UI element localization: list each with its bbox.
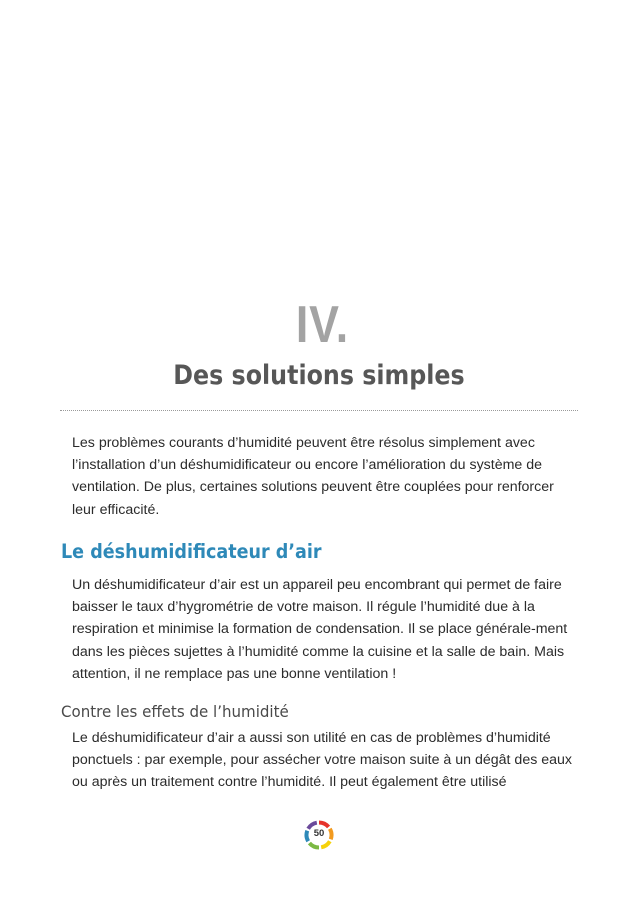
subsection-heading-effects: Contre les effets de l’humidité [61, 702, 289, 721]
page-number: 50 [313, 828, 325, 839]
dotted-divider [60, 410, 578, 411]
section-heading-dehumidifier: Le déshumidificateur d’air [61, 540, 322, 563]
page-number-badge [304, 820, 334, 850]
intro-paragraph: Les problèmes courants d’humidité peuvent être résolus simplement avec l’installation d’un déshumidificateur ou encore l’amélioration du système de ventilation. De plus, certaines solutions peuvent être couplées pour renforcer leur efficacité. [72, 435, 554, 518]
effects-paragraph: Le déshumidificateur d’air a aussi son utilité en cas de problèmes d’humidité ponctuels : par exemple, pour assécher votre maison suite à un dégât des eaux ou après un traitement contre l’humidité. Il peut également être utilisé [72, 730, 573, 791]
chapter-title: Des solutions simples [173, 360, 465, 391]
chapter-number: IV. [295, 296, 350, 354]
dehumidifier-paragraph: Un déshumidificateur d’air est un appareil peu encombrant qui permet de faire baisser le taux d’hygrométrie de votre maison. Il régule l’humidité due à la respiration et minimise la formation de condensation. Il se place générale-ment dans les pièces sujettes à l’humidité comme la cuisine et la salle de bain. Mais attention, il ne remplace pas une bonne ventilation ! [72, 577, 568, 682]
